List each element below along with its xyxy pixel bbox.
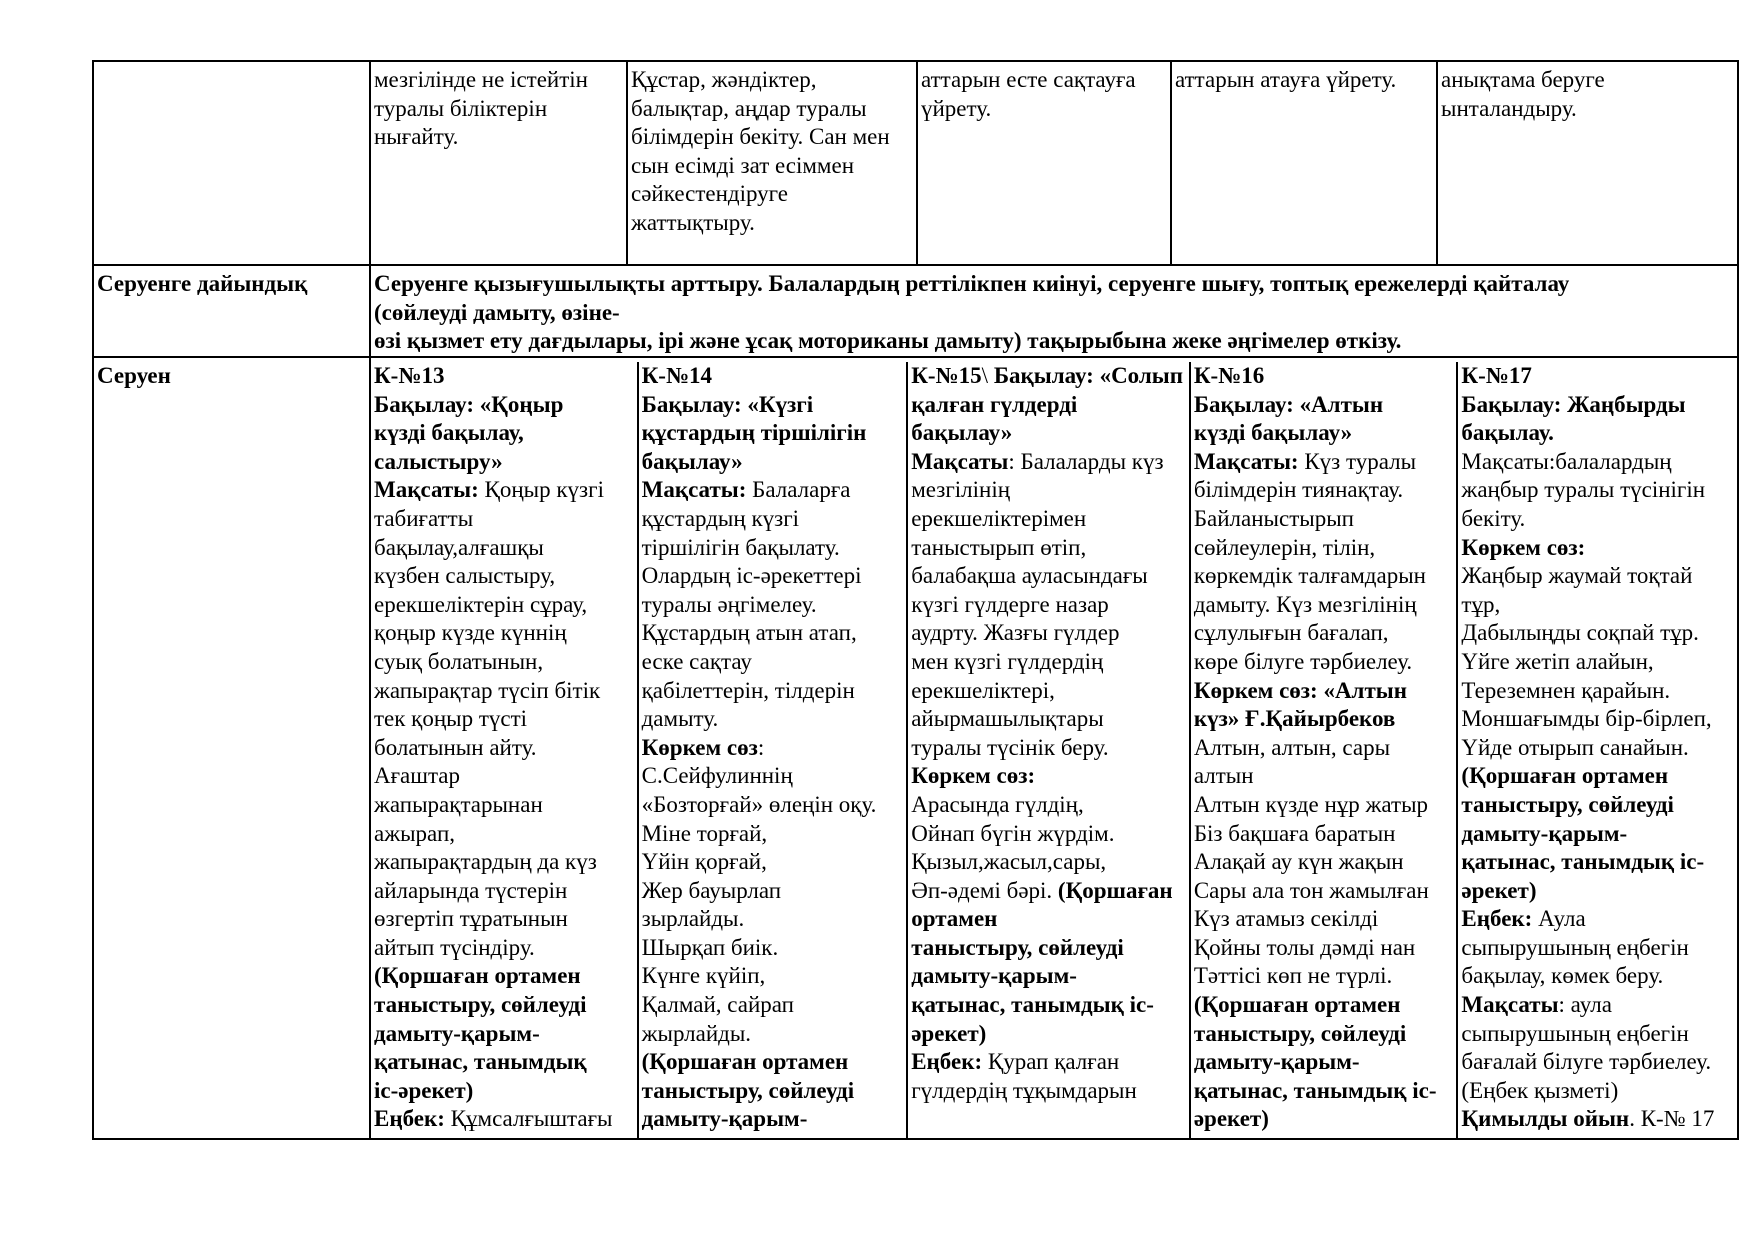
text-run: Қурап қалған гүлдердің тұқымдарын: [911, 1049, 1137, 1103]
walk-columns: [371, 362, 1737, 1139]
bold-text-run: К-№14 Бақылау: «Күзгі құстардың тіршілігін бақылау» Мақсаты:: [641, 363, 867, 503]
prep-description-cell: Серуенге қызығушылықты арттыру. Балалардың реттілікпен киінуі, серуенге шығу, топтық ережелерді қайталау (сөйлеуді дамыту, өзіне- өзі қызмет ету дағдылары, ірі және ұсақ моториканы дамыту) тақырыбына жеке әңгімелер өткізу.: [370, 265, 1738, 357]
bold-text-run: Көркем сөз: [641, 734, 758, 760]
bold-text-run: К-№17 Бақылау: Жаңбырды бақылау.: [1461, 363, 1686, 446]
walk-column-3: [906, 362, 1189, 1139]
table-row: [93, 357, 1738, 1139]
bold-text-run: Қимылды ойын: [1461, 1106, 1630, 1132]
text-run: Жаңбыр жаумай тоқтай тұр, Дабылыңды соқпай тұр. Үйге жетіп алайын, Тереземнен қарайын. Моншағымды бір-бірлеп, Үйде отырып санайын.: [1461, 563, 1712, 760]
walk-column-5: [1456, 362, 1737, 1139]
bold-text-run: К-№13 Бақылау: «Қоңыр күзді бақылау, салыстыру» Мақсаты:: [374, 363, 564, 503]
text-run: : аула сыпырушының еңбегін бағалай білуге тәрбиелеу. (Еңбек қызметі): [1461, 992, 1712, 1103]
bold-text-run: (Қоршаған ортамен таныстыру, сөйлеуді дамыту-қарым- қатынас, танымдық іс- әрекет) Еңбек:: [911, 877, 1173, 1075]
row-label-cell: [93, 61, 370, 265]
text-run: : Балаларды күз мезгілінің ерекшеліктерімен таныстырып өтіп, балабақша ауласындағы күзгі гүлдерге назар аудрту. Жазғы гүлдер мен күзгі гүлдердің ерекшеліктері, айырмашылықтары туралы түсінік беру.: [911, 448, 1164, 760]
walk-column-text: [1461, 362, 1735, 1134]
walk-activities-cell: [370, 357, 1738, 1139]
bold-text-run: Бақылау: «Солып қалған гүлдерді бақылау» Мақсаты: [911, 363, 1183, 474]
text-run: Балаларға құстардың күзгі тіршілігін бақылату. Олардың іс-әрекеттері туралы әңгімелеу. Құстардың атын атап, еске сақтау қабілеттерін, тілдерін дамыту.: [641, 477, 862, 732]
text-run: Арасында гүлдің, Ойнап бүгін жүрдім. Қызыл,жасыл,сары, Әп-әдемі бәрі.: [911, 791, 1115, 903]
walk-column-4: [1189, 362, 1457, 1139]
bold-text-run: (Қоршаған ортамен таныстыру, сөйлеуді дамыту-қарым- қатынас, танымдық іс- әрекет) Еңбек:: [1461, 763, 1705, 932]
bold-text-run: К-№15: [911, 363, 982, 388]
table-row: [93, 265, 1738, 357]
table-cell: анықтама беруге ынталандыру.: [1437, 61, 1738, 265]
bold-text-run: К-№16 Бақылау: «Алтын күзді бақылау» Мақсаты:: [1193, 363, 1384, 474]
bold-text-run: Мақсаты: [1461, 992, 1559, 1018]
bold-text-run: Көркем сөз:: [911, 763, 1036, 789]
text-run: Аула сыпырушының еңбегін бақылау, көмек беру.: [1461, 906, 1689, 989]
row-label-cell: Серуен: [93, 357, 370, 1139]
bold-text-run: (Қоршаған ортамен таныстыру, сөйлеуді дамыту-қарым- қатынас, танымдық іс- әрекет): [1193, 992, 1437, 1132]
text-run: \: [981, 363, 994, 388]
table-cell: мезгілінде не істейтін туралы біліктерін нығайту.: [370, 61, 627, 265]
row-label-cell: Серуенге дайындық: [93, 265, 370, 357]
text-run: . К-№ 17: [1629, 1106, 1715, 1132]
text-run: Күз туралы білімдерін тиянақтау. Байланыстырып сөйлеулерін, тілін, көркемдік талғамдарын дамыту. Күз мезгілінің сұлулығын бағалап, көре білуге тәрбиелеу.: [1193, 448, 1426, 674]
text-run: : С.Сейфулиннің «Бозторғай» өлеңін оқу. Міне торғай, Үйін қорғай, Жер бауырлап зырлайды. Шырқап биік. Күнге күйіп, Қалмай, сайрап жырлайды.: [641, 734, 877, 1046]
text-run: Мақсаты:балалардың жаңбыр туралы түсінігін бекіту.: [1461, 448, 1706, 531]
walk-column-text: [1194, 362, 1455, 1134]
table-cell: Құстар, жәндіктер, балықтар, аңдар туралы білімдерін бекіту. Сан мен сын есімді зат есіммен сәйкестендіруге жаттықтыру.: [627, 61, 917, 265]
table-row: [93, 61, 1738, 265]
walk-column-text: [642, 362, 905, 1134]
text-run: Қоңыр күзгі табиғатты бақылау,алғашқы күзбен салыстыру, ерекшеліктерін сұрау, қоңыр күзде күннің суық болатынын, жапырақтар түсіп бітік тек қоңыр түсті болатынын айту. Ағаштар жапырақтарынан ажырап, жапырақтардың да күз айларында түстерін өзгертіп тұратынын айтып түсіндіру.: [374, 477, 604, 960]
lesson-plan-table: [92, 60, 1739, 1140]
walk-column-1: [371, 362, 637, 1139]
table-cell: аттарын есте сақтауға үйрету.: [917, 61, 1171, 265]
bold-text-run: Көркем сөз:: [1461, 534, 1586, 560]
text-run: Құмсалғыштағы: [450, 1106, 613, 1132]
table-cell: аттарын атауға үйрету.: [1171, 61, 1437, 265]
bold-text-run: (Қоршаған ортамен таныстыру, сөйлеуді дамыту-қарым- қатынас, танымдық іс-әрекет) Еңбек:: [374, 963, 587, 1132]
walk-column-text: [911, 362, 1187, 1105]
bold-text-run: Көркем сөз: «Алтын күз» Ғ.Қайырбеков: [1193, 677, 1407, 732]
walk-column-text: [374, 362, 635, 1134]
walk-column-2: [637, 362, 907, 1139]
text-run: Алтын, алтын, сары алтын Алтын күзде нұр жатыр Біз бақшаға баратын Алақай ау күн жақын Сары ала тон жамылған Күз атамыз секілді Қойны толы дәмді нан Тәттісі көп не түрлі.: [1193, 734, 1429, 989]
bold-text-run: (Қоршаған ортамен таныстыру, сөйлеуді дамыту-қарым-: [641, 1049, 855, 1132]
